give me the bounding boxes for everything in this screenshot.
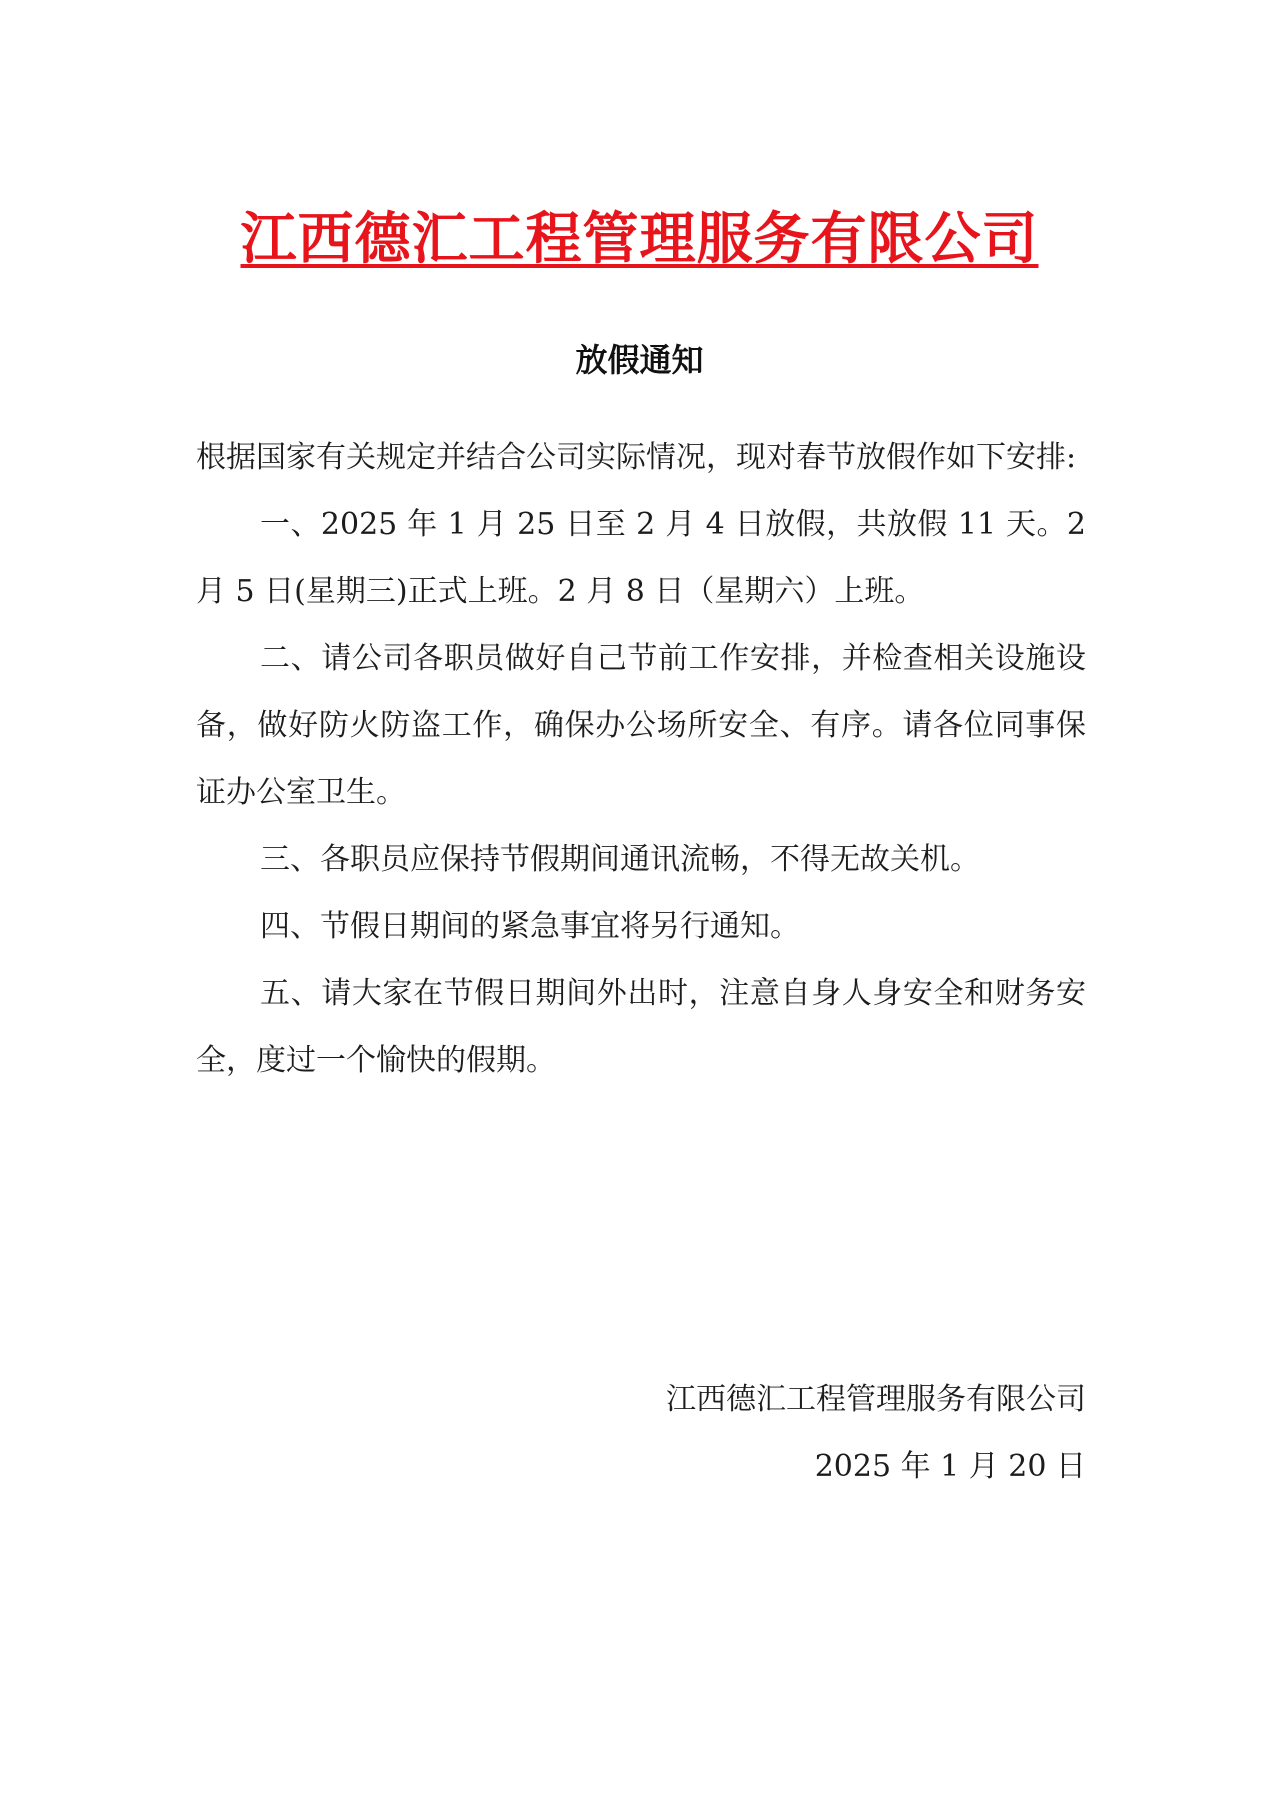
notice-intro: 根据国家有关规定并结合公司实际情况，现对春节放假作如下安排: <box>196 440 1077 475</box>
company-name-header: 江西德汇工程管理服务有限公司 <box>240 207 1039 272</box>
notice-body <box>196 424 1086 1094</box>
notice-title: 放假通知 <box>575 341 704 379</box>
notice-item-5: 五、请大家在节假日期间外出时，注意自身人身安全和财务安全，度过一个愉快的假期。 <box>196 976 1086 1078</box>
signature-block <box>666 1366 1086 1500</box>
notice-item-3: 三、各职员应保持节假期间通讯流畅，不得无故关机。 <box>260 842 980 877</box>
notice-item-4: 四、节假日期间的紧急事宜将另行通知。 <box>260 909 800 944</box>
signature-company: 江西德汇工程管理服务有限公司 <box>666 1382 1086 1417</box>
notice-item-2: 二、请公司各职员做好自己节前工作安排，并检查相关设施设备，做好防火防盗工作，确保办公场所安全、有序。请各位同事保证办公室卫生。 <box>196 641 1086 810</box>
signature-date: 2025 年 1 月 20 日 <box>814 1449 1086 1484</box>
company-letterhead <box>0 205 1279 275</box>
notice-item-1: 一、2025 年 1 月 25 日至 2 月 4 日放假，共放假 11 天。2 月 5 日(星期三)正式上班。2 月 8 日（星期六）上班。 <box>196 507 1086 609</box>
